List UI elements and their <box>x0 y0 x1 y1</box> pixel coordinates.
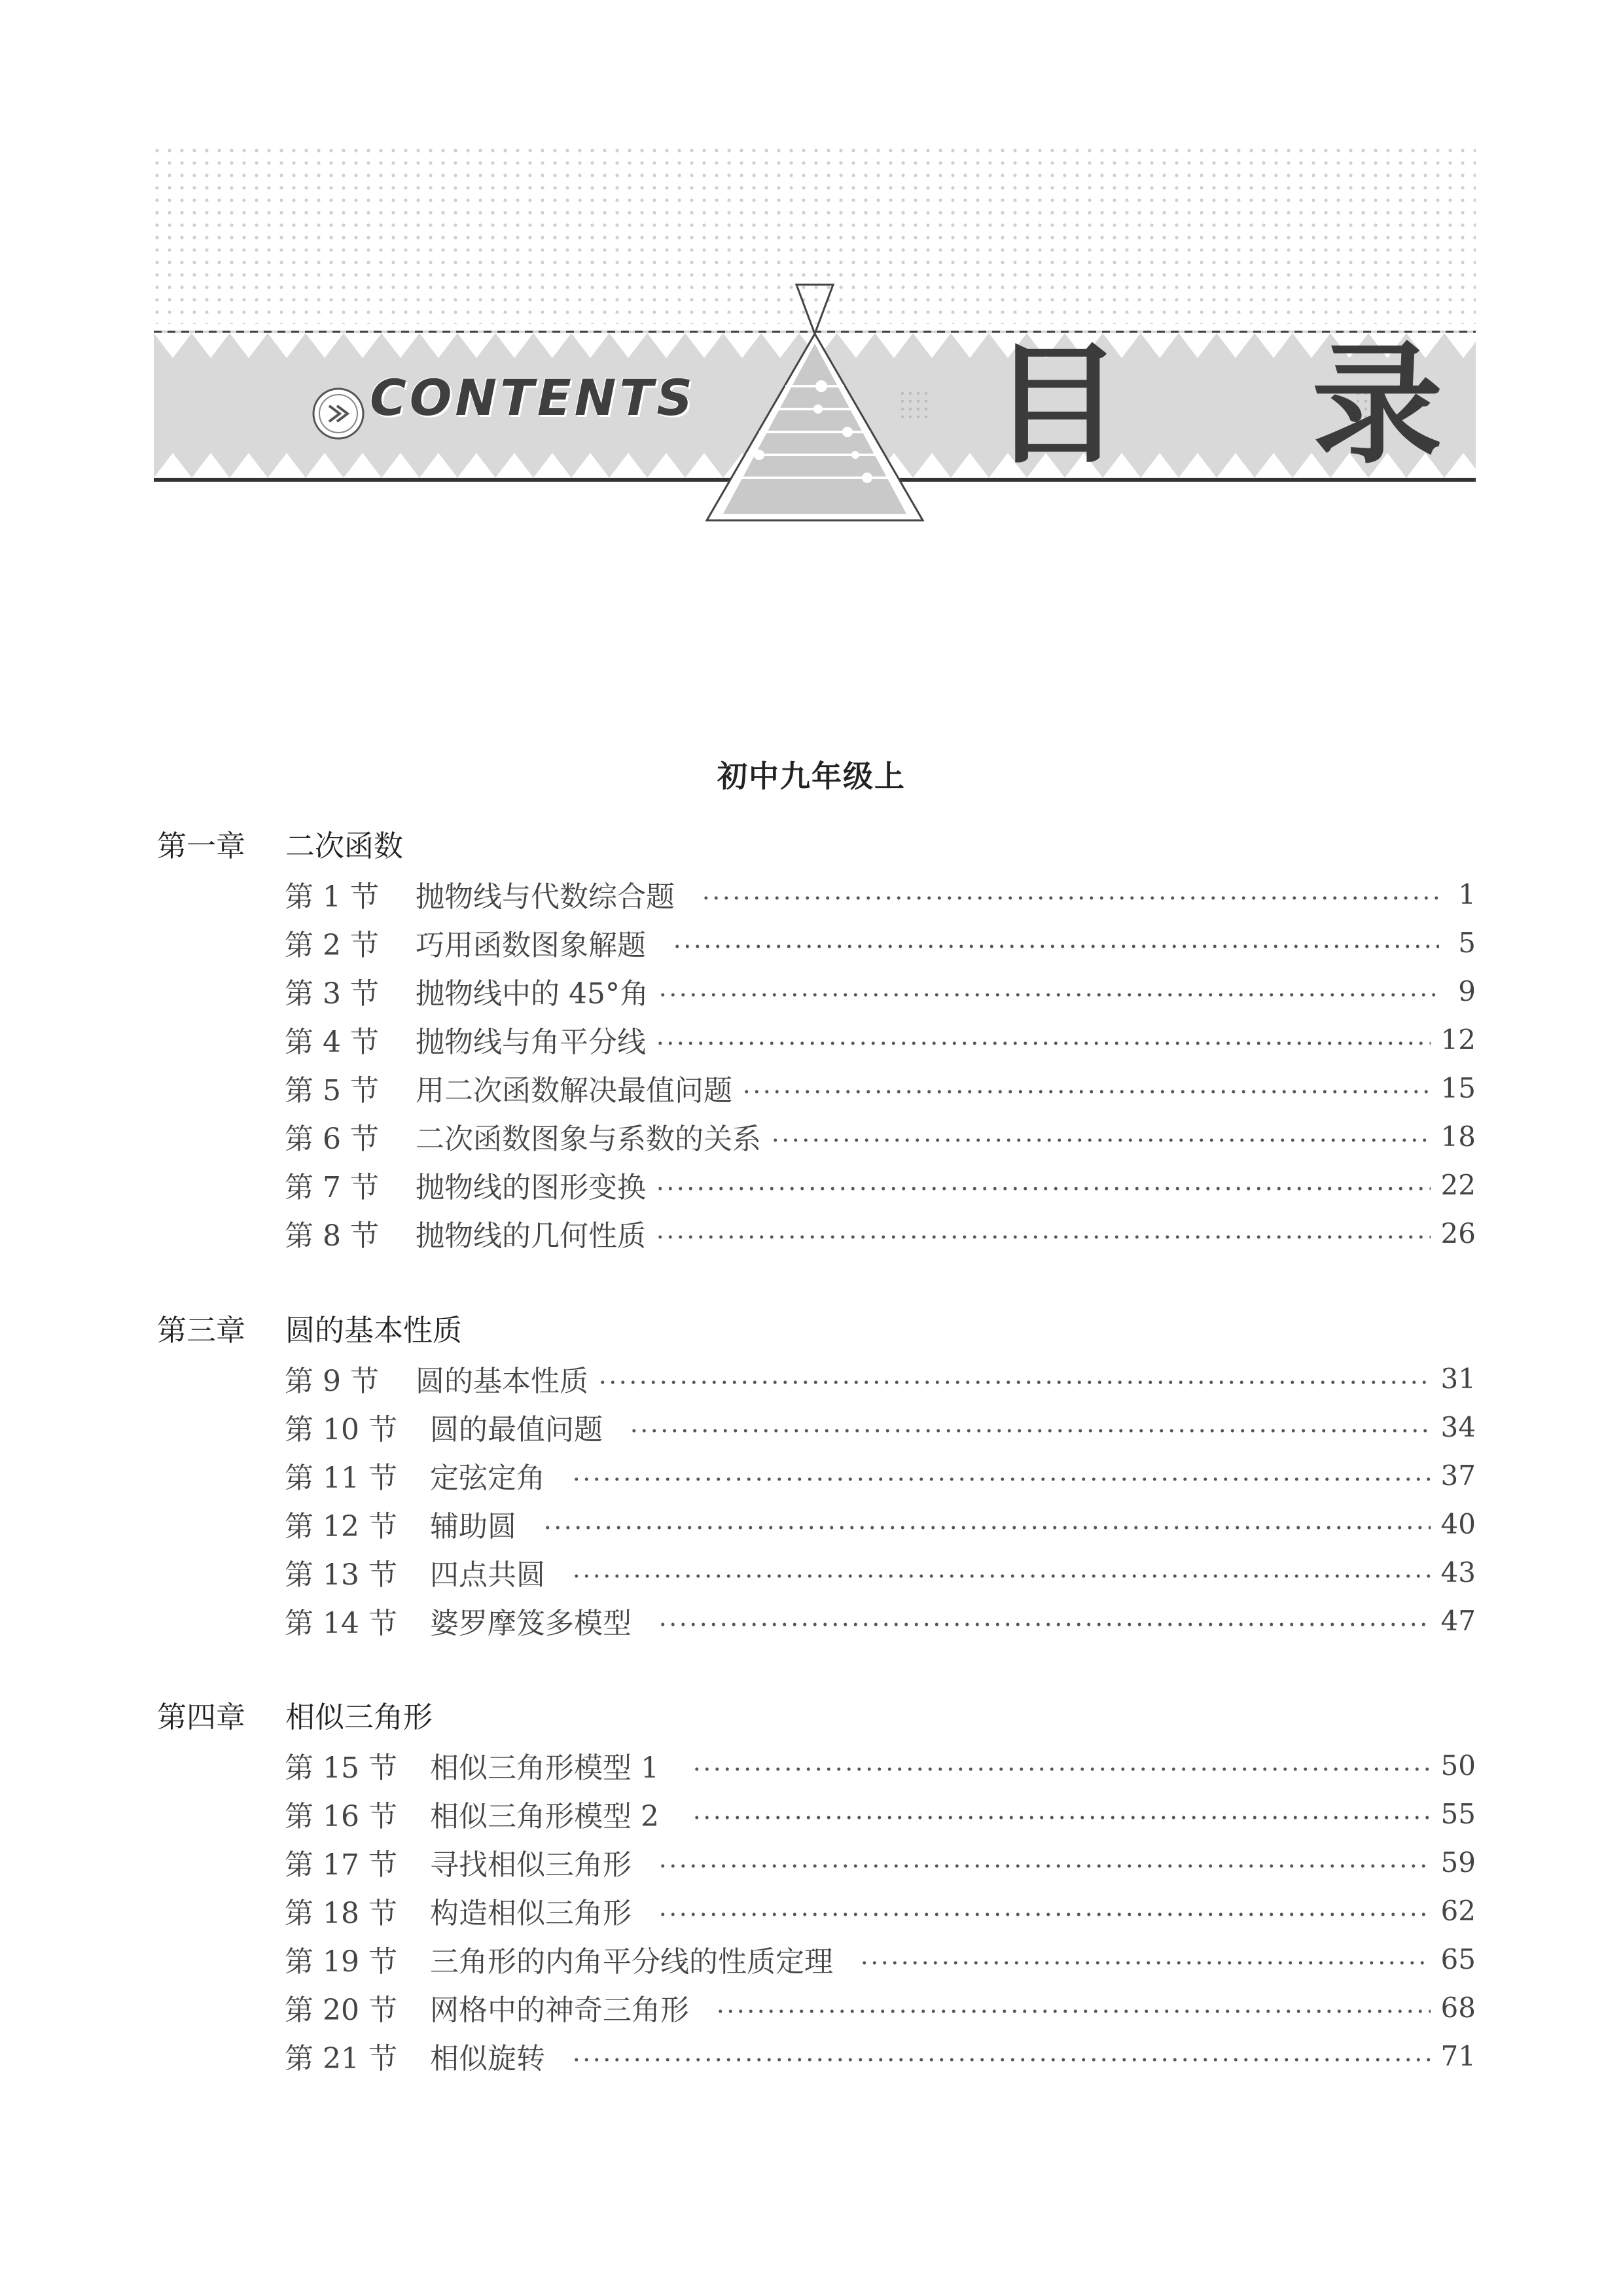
section-title: 抛物线中的 45°角 <box>416 977 649 1011</box>
section-title: 三角形的内角平分线的性质定理 <box>430 1945 833 1979</box>
section-title: 抛物线与角平分线 <box>416 1026 646 1059</box>
section-page: 71 <box>1440 2039 1476 2072</box>
section-page: 62 <box>1440 1894 1476 1927</box>
contents-label: CONTENTS <box>370 368 696 427</box>
section-number: 第 4 节 <box>285 1026 379 1059</box>
section-title: 相似旋转 <box>430 2042 545 2075</box>
toc-entry[interactable] <box>285 1209 1476 1257</box>
toc-entry[interactable] <box>285 1741 1476 1789</box>
section-page: 43 <box>1440 1556 1476 1588</box>
section-title: 圆的最值问题 <box>430 1413 603 1446</box>
dot-leader <box>715 2009 1431 2013</box>
section-number: 第 3 节 <box>285 977 379 1011</box>
section-number: 第 11 节 <box>285 1462 397 1495</box>
section-page: 55 <box>1440 1797 1476 1830</box>
chapter-3 <box>157 1307 1476 1645</box>
section-page: 26 <box>1440 1217 1476 1249</box>
dot-leader <box>658 1623 1431 1626</box>
toc-entry[interactable] <box>285 1451 1476 1499</box>
dot-leader <box>655 1041 1431 1045</box>
section-page: 1 <box>1458 878 1476 910</box>
dot-leader <box>658 993 1439 997</box>
section-title: 二次函数图象与系数的关系 <box>416 1122 761 1156</box>
toc-entry[interactable] <box>285 1838 1476 1886</box>
section-title: 圆的基本性质 <box>416 1365 588 1398</box>
chapter-heading <box>157 1694 1476 1741</box>
section-number: 第 5 节 <box>285 1074 379 1107</box>
dot-leader <box>597 1380 1431 1384</box>
section-page: 5 <box>1458 926 1476 959</box>
dot-leader <box>770 1138 1431 1142</box>
section-page: 15 <box>1440 1071 1476 1104</box>
section-title: 抛物线的几何性质 <box>416 1219 646 1253</box>
toc-entry[interactable] <box>285 1112 1476 1160</box>
dot-leader <box>543 1526 1431 1530</box>
toc-entry[interactable] <box>285 1935 1476 1983</box>
chapter-title: 相似三角形 <box>285 1700 433 1734</box>
section-title: 构造相似三角形 <box>430 1897 632 1930</box>
chapter-number: 第一章 <box>157 829 246 863</box>
toc-entry[interactable] <box>285 1354 1476 1403</box>
section-title: 网格中的神奇三角形 <box>430 1994 689 2027</box>
toc-entry[interactable] <box>285 870 1476 918</box>
dot-leader <box>741 1090 1431 1094</box>
toc-entry[interactable] <box>285 1596 1476 1645</box>
section-page: 40 <box>1440 1507 1476 1540</box>
dot-leader <box>571 2058 1431 2062</box>
section-title: 用二次函数解决最值问题 <box>416 1074 732 1107</box>
section-number: 第 18 节 <box>285 1897 397 1930</box>
dot-leader <box>692 1816 1431 1820</box>
section-page: 18 <box>1440 1120 1476 1153</box>
chapter-number: 第四章 <box>157 1700 246 1734</box>
toc-entry[interactable] <box>285 1499 1476 1548</box>
section-title: 寻找相似三角形 <box>430 1848 632 1882</box>
section-number: 第 12 节 <box>285 1510 397 1543</box>
section-page: 68 <box>1440 1991 1476 2024</box>
dot-leader <box>658 1912 1431 1916</box>
section-page: 34 <box>1440 1410 1476 1443</box>
dot-leader <box>692 1767 1431 1771</box>
toc-entry[interactable] <box>285 1015 1476 1064</box>
section-title: 抛物线的图形变换 <box>416 1171 646 1204</box>
dot-leader <box>658 1864 1431 1868</box>
section-title: 抛物线与代数综合题 <box>416 880 675 914</box>
section-title: 巧用函数图象解题 <box>416 929 646 962</box>
section-page: 65 <box>1440 1943 1476 1975</box>
section-number: 第 20 节 <box>285 1994 397 2027</box>
chapter-4 <box>157 1694 1476 2080</box>
section-number: 第 1 节 <box>285 880 379 914</box>
section-page: 9 <box>1458 975 1476 1007</box>
dot-leader <box>672 944 1439 948</box>
section-number: 第 7 节 <box>285 1171 379 1204</box>
section-page: 50 <box>1440 1749 1476 1782</box>
section-number: 第 9 节 <box>285 1365 379 1398</box>
section-number: 第 2 节 <box>285 929 379 962</box>
section-title: 定弦定角 <box>430 1462 545 1495</box>
section-page: 59 <box>1440 1846 1476 1878</box>
page-title: 目 录 <box>991 329 1515 482</box>
grade-title: 初中九年级上 <box>717 759 906 794</box>
dot-leader <box>629 1429 1431 1433</box>
toc-entry[interactable] <box>285 1886 1476 1935</box>
dot-leader <box>571 1574 1431 1578</box>
section-number: 第 17 节 <box>285 1848 397 1882</box>
dot-leader <box>655 1187 1431 1191</box>
toc-entry[interactable] <box>285 1789 1476 1838</box>
section-title: 辅助圆 <box>430 1510 516 1543</box>
toc-entry[interactable] <box>285 967 1476 1015</box>
dot-leader <box>655 1235 1431 1239</box>
section-page: 31 <box>1440 1362 1476 1395</box>
section-page: 22 <box>1440 1168 1476 1201</box>
arrow-circle-icon <box>313 389 363 439</box>
section-number: 第 8 节 <box>285 1219 379 1253</box>
section-number: 第 21 节 <box>285 2042 397 2075</box>
chapter-title: 二次函数 <box>285 829 404 863</box>
section-number: 第 16 节 <box>285 1800 397 1833</box>
section-title: 四点共圆 <box>430 1558 545 1592</box>
section-number: 第 15 节 <box>285 1751 397 1785</box>
toc-entry[interactable] <box>285 2032 1476 2080</box>
dot-leader <box>571 1477 1431 1481</box>
section-number: 第 19 节 <box>285 1945 397 1979</box>
section-title: 婆罗摩笈多模型 <box>430 1607 632 1640</box>
chapter-number: 第三章 <box>157 1313 246 1348</box>
section-number: 第 13 节 <box>285 1558 397 1592</box>
toc-entry[interactable] <box>285 1064 1476 1112</box>
section-number: 第 14 节 <box>285 1607 397 1640</box>
dot-cluster-left <box>897 389 928 421</box>
contents-banner <box>154 147 1515 527</box>
chapter-heading <box>157 1307 1476 1354</box>
toc-entry[interactable] <box>285 1403 1476 1451</box>
toc-entry[interactable] <box>285 918 1476 967</box>
chapter-heading <box>157 823 1476 870</box>
section-number: 第 6 节 <box>285 1122 379 1156</box>
section-page: 37 <box>1440 1459 1476 1492</box>
dot-leader <box>859 1961 1431 1965</box>
section-page: 47 <box>1440 1604 1476 1637</box>
toc-entry[interactable] <box>285 1548 1476 1596</box>
section-page: 12 <box>1440 1023 1476 1056</box>
section-title: 相似三角形模型 1 <box>430 1751 659 1785</box>
section-number: 第 10 节 <box>285 1413 397 1446</box>
dot-leader <box>701 896 1439 900</box>
section-title: 相似三角形模型 2 <box>430 1800 659 1833</box>
chapter-title: 圆的基本性质 <box>285 1313 463 1348</box>
chapter-1 <box>157 823 1476 1257</box>
toc-entry[interactable] <box>285 1983 1476 2032</box>
toc-entry[interactable] <box>285 1160 1476 1209</box>
